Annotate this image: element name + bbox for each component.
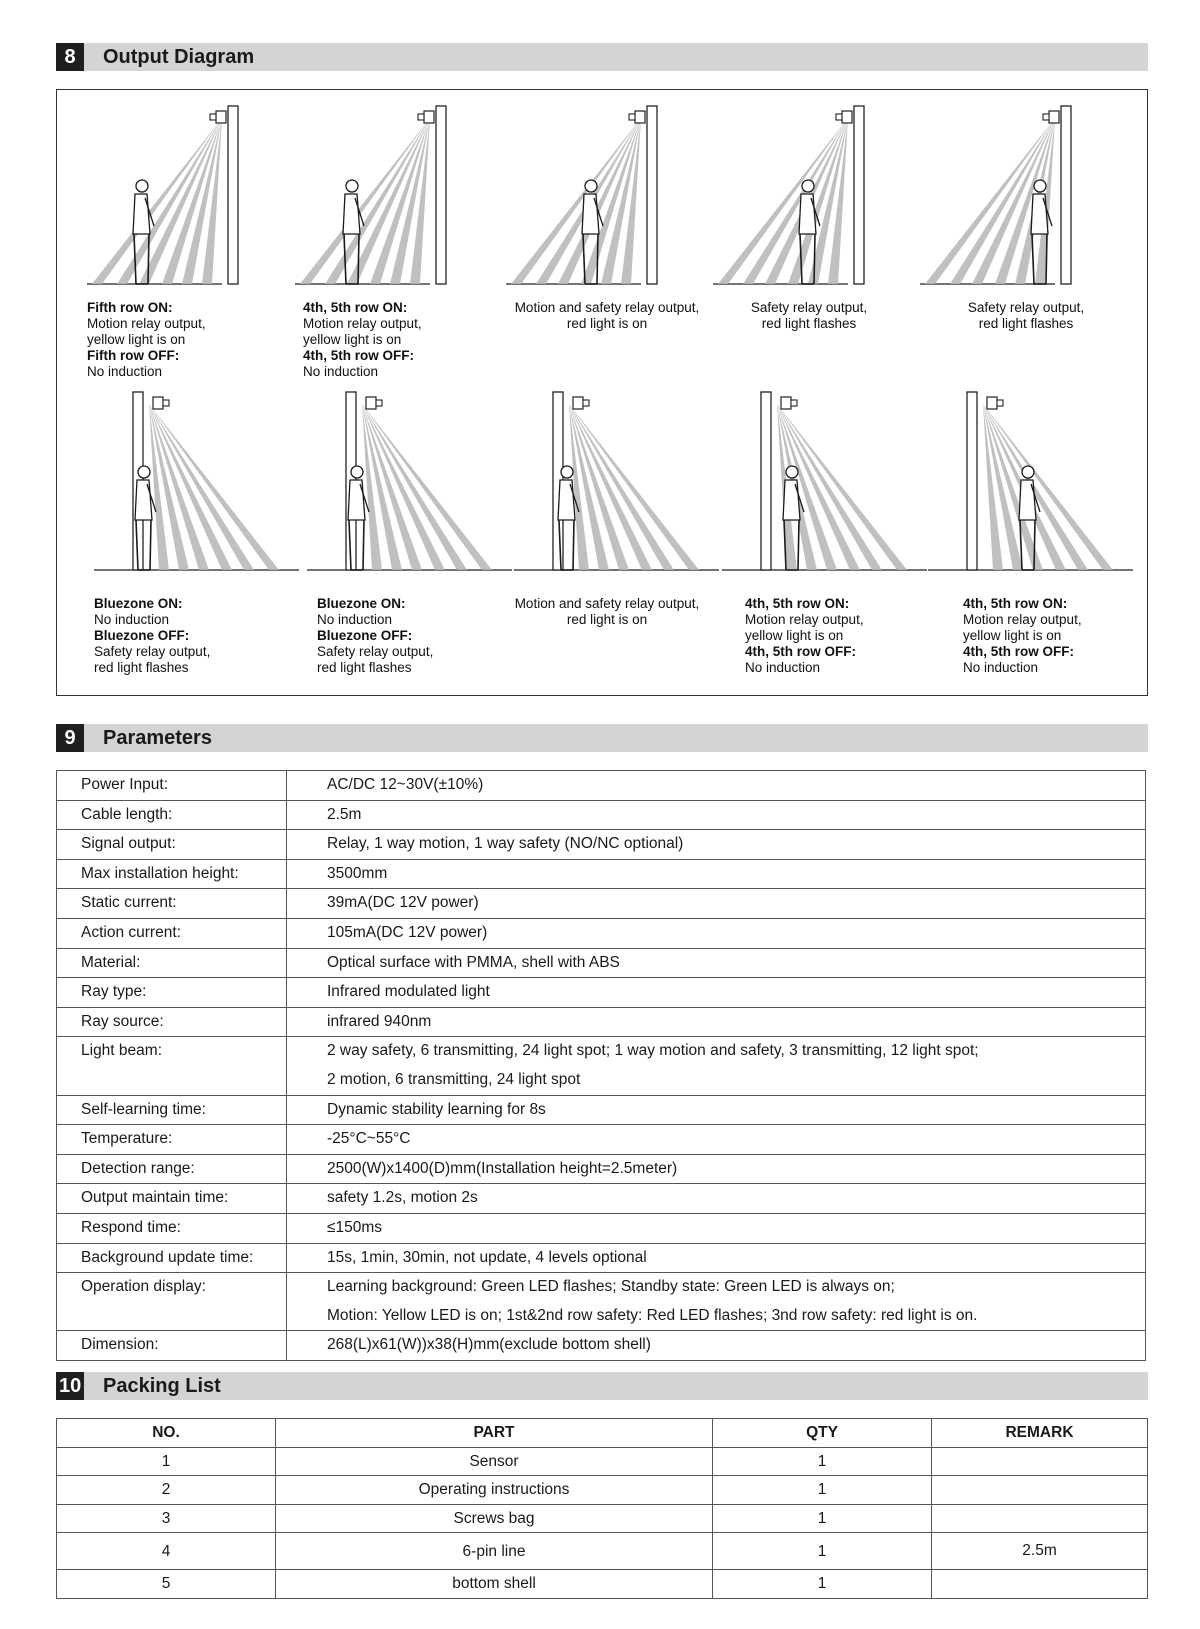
table-cell: 6-pin line (276, 1533, 713, 1570)
caption-line: yellow light is on (303, 332, 402, 347)
table-row (57, 1125, 1146, 1155)
param-value (287, 771, 1146, 801)
table-row (57, 1095, 1146, 1125)
param-value-line: -25°C~55°C (327, 1130, 411, 1148)
table-row (57, 918, 1146, 948)
sensor-beam-illustration (509, 382, 719, 582)
table-cell (932, 1570, 1148, 1599)
section-header-packing-list (56, 1372, 1148, 1400)
table-row (57, 1447, 1148, 1476)
column-header: QTY (713, 1419, 932, 1448)
param-value-line: Dynamic stability learning for 8s (327, 1100, 546, 1118)
param-value-line: 3500mm (327, 864, 388, 882)
param-value (287, 1125, 1146, 1155)
table-row (57, 978, 1146, 1008)
param-value (287, 1331, 1146, 1361)
param-label: Temperature: (57, 1125, 287, 1155)
caption-line: Safety relay output, (750, 300, 868, 315)
table-cell: 1 (713, 1533, 932, 1570)
table-cell: 1 (57, 1447, 276, 1476)
table-header-row (57, 1419, 1148, 1448)
caption-line: Motion relay output, (745, 612, 864, 627)
caption-line: Fifth row OFF: (87, 348, 180, 363)
caption-line: Fifth row ON: (87, 300, 173, 315)
caption-r1-5 (936, 300, 1116, 332)
param-value-line: infrared 940nm (327, 1012, 432, 1030)
param-value-line: 2500(W)x1400(D)mm(Installation height=2.5meter) (327, 1159, 678, 1177)
caption-line: Motion and safety relay output, (514, 596, 700, 611)
table-cell: Screws bag (276, 1504, 713, 1533)
param-label: Dimension: (57, 1331, 287, 1361)
caption-line: 4th, 5th row ON: (745, 596, 850, 611)
param-label: Ray source: (57, 1007, 287, 1037)
section-header-parameters (56, 724, 1148, 752)
param-label: Static current: (57, 889, 287, 919)
param-value (287, 830, 1146, 860)
table-row (57, 1570, 1148, 1599)
param-value (287, 948, 1146, 978)
section-header-output-diagram (56, 43, 1148, 71)
table-row (57, 1243, 1146, 1273)
caption-line: 4th, 5th row OFF: (963, 644, 1074, 659)
param-label: Light beam: (57, 1037, 287, 1095)
caption-line: Safety relay output, (967, 300, 1085, 315)
param-value-line: Relay, 1 way motion, 1 way safety (NO/NC optional) (327, 835, 684, 853)
param-label: Operation display: (57, 1273, 287, 1331)
param-value-line: 15s, 1min, 30min, not update, 4 levels optional (327, 1248, 647, 1266)
caption-r1-1 (87, 300, 206, 380)
table-row (57, 1533, 1148, 1570)
caption-line: 4th, 5th row OFF: (745, 644, 856, 659)
table-cell: Operating instructions (276, 1476, 713, 1505)
table-cell: 1 (713, 1476, 932, 1505)
caption-r2-1 (94, 596, 210, 676)
param-label: Output maintain time: (57, 1184, 287, 1214)
sensor-beam-illustration (717, 382, 927, 582)
caption-line: No induction (94, 612, 170, 627)
caption-line: No induction (317, 612, 393, 627)
caption-r1-2 (303, 300, 422, 380)
caption-line: 4th, 5th row ON: (963, 596, 1068, 611)
param-value-line: 268(L)x61(W))x38(H)mm(exclude bottom shell) (327, 1336, 651, 1354)
caption-line: red light flashes (761, 316, 857, 331)
table-cell: 1 (713, 1447, 932, 1476)
table-cell: 2.5m (932, 1533, 1148, 1570)
section-number: 9 (56, 724, 84, 752)
param-value (287, 1213, 1146, 1243)
param-label: Respond time: (57, 1213, 287, 1243)
param-label: Material: (57, 948, 287, 978)
table-row (57, 889, 1146, 919)
table-cell (932, 1447, 1148, 1476)
parameters-table (56, 770, 1146, 1361)
table-cell (932, 1504, 1148, 1533)
param-label: Power Input: (57, 771, 287, 801)
param-value (287, 1095, 1146, 1125)
caption-line: yellow light is on (87, 332, 186, 347)
table-cell: bottom shell (276, 1570, 713, 1599)
caption-line: Motion relay output, (87, 316, 206, 331)
param-label: Detection range: (57, 1154, 287, 1184)
caption-line: Bluezone ON: (94, 596, 183, 611)
param-value-line: Motion: Yellow LED is on; 1st&2nd row safety: Red LED flashes; 3nd row safety: red light is on. (327, 1306, 978, 1324)
caption-line: Motion and safety relay output, (514, 300, 700, 315)
table-row (57, 1273, 1146, 1331)
caption-line: yellow light is on (745, 628, 844, 643)
param-value (287, 1037, 1146, 1095)
caption-r2-2 (317, 596, 433, 676)
caption-line: Safety relay output, (94, 644, 211, 659)
param-value (287, 1007, 1146, 1037)
table-cell (932, 1476, 1148, 1505)
param-label: Signal output: (57, 830, 287, 860)
table-cell: 1 (713, 1504, 932, 1533)
param-label: Background update time: (57, 1243, 287, 1273)
param-value-line: Infrared modulated light (327, 983, 490, 1001)
sensor-beam-illustration (708, 96, 918, 296)
caption-line: red light flashes (317, 660, 412, 675)
caption-r1-4 (719, 300, 899, 332)
param-value (287, 859, 1146, 889)
caption-line: Bluezone ON: (317, 596, 406, 611)
caption-line: Bluezone OFF: (94, 628, 190, 643)
param-value (287, 800, 1146, 830)
caption-line: No induction (303, 364, 379, 379)
output-diagram (56, 89, 1148, 696)
param-value-line: 2 way safety, 6 transmitting, 24 light spot; 1 way motion and safety, 3 transmitting, 12 light spot; (327, 1042, 979, 1060)
sensor-beam-illustration (501, 96, 711, 296)
table-row (57, 1007, 1146, 1037)
param-value-line: Learning background: Green LED flashes; Standby state: Green LED is always on; (327, 1278, 895, 1296)
section-title: Parameters (103, 727, 212, 749)
section-number: 10 (56, 1372, 84, 1400)
caption-line: red light is on (566, 612, 648, 627)
sensor-beam-illustration (89, 382, 299, 582)
column-header: REMARK (932, 1419, 1148, 1448)
table-cell: 3 (57, 1504, 276, 1533)
table-row (57, 1504, 1148, 1533)
section-title: Packing List (103, 1375, 221, 1397)
param-label: Self-learning time: (57, 1095, 287, 1125)
caption-line: Motion relay output, (303, 316, 422, 331)
caption-line: yellow light is on (963, 628, 1062, 643)
section-number: 8 (56, 43, 84, 71)
param-label: Action current: (57, 918, 287, 948)
caption-line: Bluezone OFF: (317, 628, 413, 643)
table-row (57, 1476, 1148, 1505)
param-value (287, 978, 1146, 1008)
sensor-beam-illustration (302, 382, 512, 582)
column-header: PART (276, 1419, 713, 1448)
caption-line: red light is on (566, 316, 648, 331)
param-value (287, 1154, 1146, 1184)
table-row (57, 1331, 1146, 1361)
param-value-line: 2.5m (327, 805, 362, 823)
param-value-line: AC/DC 12~30V(±10%) (327, 776, 484, 793)
caption-r2-5 (963, 596, 1082, 676)
table-cell: Sensor (276, 1447, 713, 1476)
table-cell: 5 (57, 1570, 276, 1599)
param-label: Max installation height: (57, 859, 287, 889)
table-cell: 2 (57, 1476, 276, 1505)
packing-list-table (56, 1418, 1148, 1599)
caption-r2-3 (497, 596, 717, 628)
param-value (287, 889, 1146, 919)
table-row (57, 800, 1146, 830)
table-row (57, 771, 1146, 801)
param-value-line: 105mA(DC 12V power) (327, 923, 488, 941)
param-value-line: safety 1.2s, motion 2s (327, 1189, 478, 1207)
caption-line: 4th, 5th row OFF: (303, 348, 414, 363)
param-value-line: ≤150ms (327, 1218, 383, 1236)
param-value-line: 39mA(DC 12V power) (327, 894, 479, 912)
param-value (287, 1243, 1146, 1273)
sensor-beam-illustration (82, 96, 292, 296)
sensor-beam-illustration (923, 382, 1133, 582)
table-row (57, 1037, 1146, 1095)
param-value-line: Optical surface with PMMA, shell with ABS (327, 953, 620, 971)
param-label: Cable length: (57, 800, 287, 830)
caption-line: red light flashes (94, 660, 189, 675)
table-row (57, 830, 1146, 860)
param-value (287, 1273, 1146, 1331)
table-row (57, 948, 1146, 978)
sensor-beam-illustration (290, 96, 500, 296)
caption-line: No induction (963, 660, 1039, 675)
table-row (57, 1154, 1146, 1184)
section-title: Output Diagram (103, 46, 255, 68)
caption-line: Safety relay output, (317, 644, 434, 659)
caption-line: red light flashes (978, 316, 1074, 331)
param-value (287, 1184, 1146, 1214)
param-label: Ray type: (57, 978, 287, 1008)
caption-line: 4th, 5th row ON: (303, 300, 408, 315)
caption-r1-3 (497, 300, 717, 332)
caption-line: No induction (87, 364, 163, 379)
caption-line: No induction (745, 660, 821, 675)
caption-line: Motion relay output, (963, 612, 1082, 627)
table-cell: 4 (57, 1533, 276, 1570)
table-row (57, 1184, 1146, 1214)
table-row (57, 1213, 1146, 1243)
table-cell: 1 (713, 1570, 932, 1599)
column-header: NO. (57, 1419, 276, 1448)
table-row (57, 859, 1146, 889)
param-value-line: 2 motion, 6 transmitting, 24 light spot (327, 1070, 581, 1088)
sensor-beam-illustration (915, 96, 1125, 296)
param-value (287, 918, 1146, 948)
caption-r2-4 (745, 596, 864, 676)
